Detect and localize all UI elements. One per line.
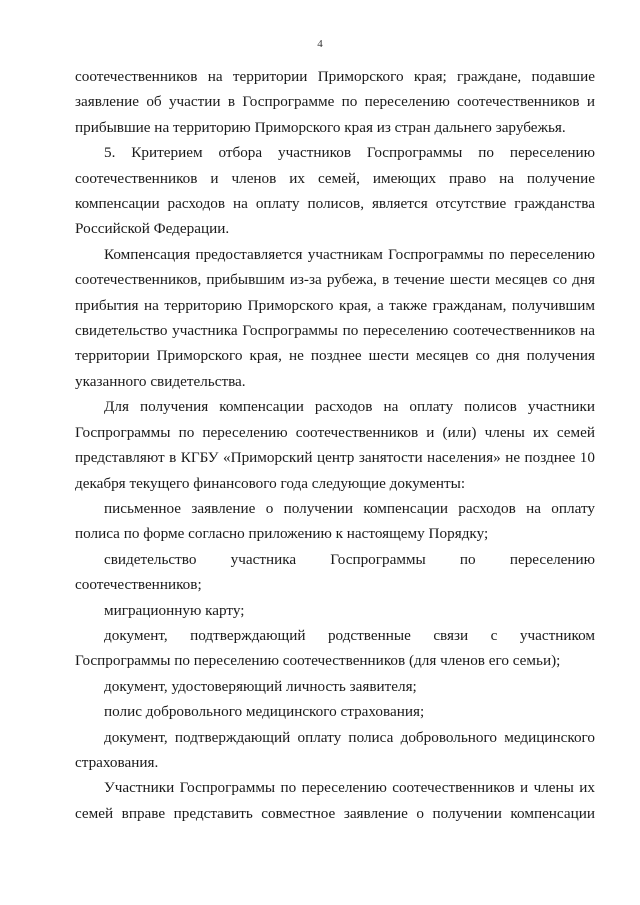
- list-item-migration-card: миграционную карту;: [104, 601, 245, 619]
- page-number: 4: [317, 38, 323, 50]
- document-body: [75, 64, 595, 826]
- list-item-kinship-document: документ, подтверждающий родственные связи с участником Госпрограммы по переселению соотечественников (для членов его семьи);: [75, 626, 595, 670]
- list-item-payment-document: документ, подтверждающий оплату полиса добровольного медицинского страхования.: [75, 728, 595, 771]
- list-item-certificate: свидетельство участника Госпрограммы по переселению соотечественников;: [75, 550, 595, 594]
- paragraph-documents-intro: Для получения компенсации расходов на оплату полисов участники Госпрограммы по переселению соотечественников и (или) члены их семей представляют в КГБУ «Приморский центр занятости населения» не позднее 10 декабря текущего финансового года следующие документы:: [75, 398, 595, 492]
- paragraph-compensation-terms: Компенсация предоставляется участникам Госпрограммы по переселению соотечественников, прибывшим из-за рубежа, в течение шести месяцев со дня прибытия на территорию Приморского края, а также гражданам, получившим свидетельство участника Госпрограммы по переселению соотечественников на территории Приморского края, не позднее шести месяцев со дня получения указанного свидетельства.: [75, 245, 595, 390]
- list-item-insurance-policy: полис добровольного медицинского страхования;: [104, 703, 425, 721]
- paragraph-joint-application: Участники Госпрограммы по переселению соотечественников и члены их семей вправе представить совместное заявление о получении компенсации: [75, 779, 595, 822]
- list-item-application: письменное заявление о получении компенсации расходов на оплату полиса по форме согласно приложению к настоящему Порядку;: [75, 499, 595, 543]
- paragraph-continuation: соотечественников на территории Приморского края; граждане, подавшие заявление об участии в Госпрограмме по переселению соотечественников и прибывшие на территорию Приморского края из стран дальнего зарубежья.: [75, 68, 595, 136]
- paragraph-criterion: 5. Критерием отбора участников Госпрограммы по переселению соотечественников и членов их семей, имеющих право на получение компенсации расходов на оплату полисов, является отсутствие гражданства Российской Федерации.: [75, 144, 595, 238]
- list-item-identity-document: документ, удостоверяющий личность заявителя;: [104, 677, 417, 695]
